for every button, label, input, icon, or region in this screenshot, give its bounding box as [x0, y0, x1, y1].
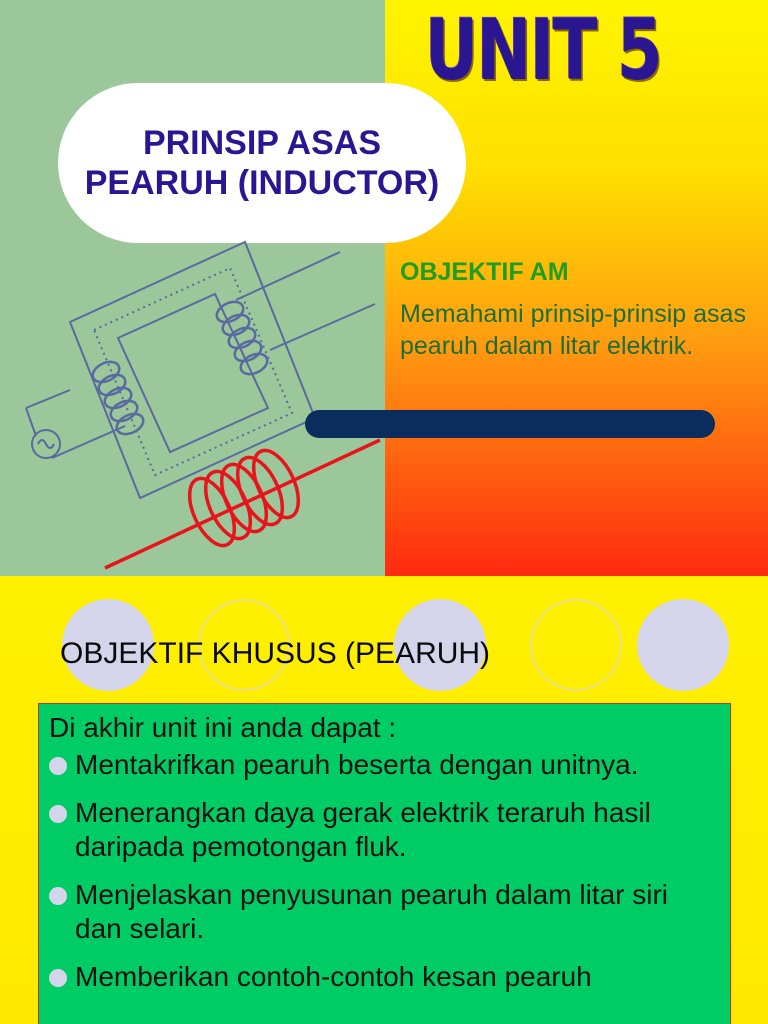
title-line-2: PEARUH (INDUCTOR) [84, 164, 440, 202]
primary-coil-icon [90, 358, 147, 438]
decorative-circle [530, 599, 622, 691]
bullet-icon [49, 805, 67, 823]
objectives-intro: Di akhir unit ini anda dapat : [49, 712, 397, 743]
list-item-text: Menjelaskan penyusunan pearuh dalam litar siri dan selari. [75, 879, 669, 944]
unit-title: UNIT 5 [425, 1, 662, 99]
objektif-khusus-heading: OBJEKTIF KHUSUS (PEARUH) [60, 637, 491, 670]
bullet-icon [49, 969, 67, 987]
objectives-list [49, 748, 720, 994]
list-item-text: Mentakrifkan pearuh beserta dengan unitnya. [75, 749, 639, 780]
list-item [49, 748, 720, 782]
list-item [49, 878, 720, 946]
ac-source-icon [32, 430, 60, 458]
objektif-am-text: Memahami prinsip-prinsip asas pearuh dalam litar elektrik. [400, 300, 746, 360]
list-item [49, 796, 720, 864]
bullet-icon [49, 887, 67, 905]
decorative-circle [637, 599, 729, 691]
objectives-box [38, 703, 731, 1024]
bullet-icon [49, 757, 67, 775]
title-pill [58, 83, 466, 243]
objektif-am-heading: OBJEKTIF AM [400, 258, 569, 286]
inductor-coil-icon [105, 440, 380, 568]
title-line-1: PRINSIP ASAS [142, 124, 382, 162]
list-item-text: Memberikan contoh-contoh kesan pearuh [75, 961, 592, 992]
list-item [49, 960, 720, 994]
decorative-bar [305, 410, 715, 438]
transformer-diagram [0, 230, 385, 576]
slide-2 [0, 576, 768, 1024]
list-item-text: Menerangkan daya gerak elektrik teraruh hasil daripada pemotongan fluk. [75, 797, 651, 862]
